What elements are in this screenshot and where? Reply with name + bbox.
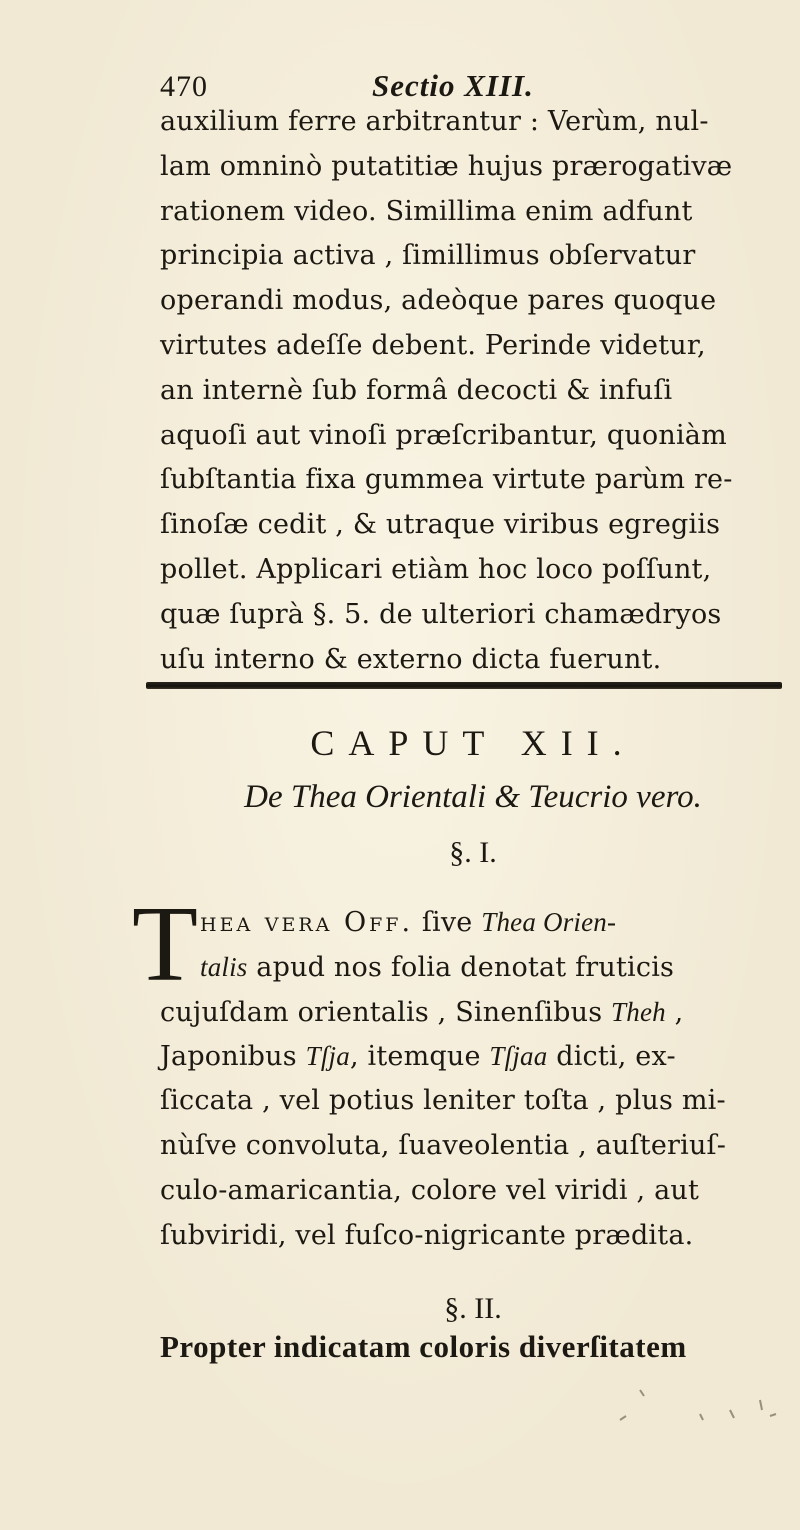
- text-line: uſu interno & externo dicta fuerunt.: [160, 643, 662, 675]
- text-line: ſinoſæ cedit , & utraque viribus egregiis: [160, 509, 721, 541]
- plain-text: Japonibus: [160, 1041, 306, 1073]
- paragraph-1: [160, 100, 786, 682]
- section-marker: §. I.: [449, 836, 497, 869]
- text-line: lam omninò putatitiæ hujus prærogativæ: [160, 150, 733, 182]
- plain-text: dicti, ex-: [547, 1041, 676, 1073]
- italic-text: Tſjaa: [489, 1041, 548, 1072]
- text-line: quæ ſuprà §. 5. de ulteriori chamædryos: [160, 598, 722, 630]
- text-line: auxilium ferre arbitrantur : Verùm, nul-: [160, 106, 709, 137]
- section-title: Sectio XIII.: [372, 68, 534, 103]
- text-line: culo-amaricantia, colore vel viridi , aut: [160, 1174, 700, 1206]
- page-number: 470: [160, 70, 208, 103]
- italic-text: Theh: [611, 996, 666, 1027]
- italic-text: Thea Orien-: [481, 907, 617, 937]
- italic-text: talis: [200, 951, 248, 982]
- text-line: [200, 900, 786, 945]
- smudge-marks: [580, 1380, 800, 1440]
- plain-text: cujuſdam orientalis , Sinenſibus: [160, 996, 612, 1028]
- drop-cap: T: [132, 885, 198, 1004]
- plain-text: ſive: [413, 907, 482, 938]
- text-line: [160, 1034, 786, 1079]
- chapter-heading: CAPUT XII.: [310, 723, 636, 763]
- paragraph-2: [160, 900, 786, 1258]
- text-line: [160, 990, 786, 1035]
- plain-text: ,: [665, 996, 684, 1028]
- paragraph-3: [160, 1325, 786, 1370]
- text-line: Propter indicatam coloris diverſitatem: [160, 1329, 687, 1364]
- horizontal-rule: [146, 682, 782, 689]
- text-line: nùſve convoluta, ſuaveolentia , auſteriuſ-: [160, 1129, 727, 1161]
- text-line: ſubſtantia fixa gummea virtute parùm re-: [160, 464, 733, 496]
- text-line: virtutes adeſſe debent. Perinde videtur,: [160, 329, 706, 361]
- text-line: rationem video. Simillima enim adfunt: [160, 195, 693, 227]
- plain-text: , itemque: [349, 1041, 490, 1073]
- text-line: aquoſi aut vinoſi præſcribantur, quoniàm: [160, 419, 727, 451]
- text-line: pollet. Applicari etiàm hoc loco poſſunt,: [160, 553, 712, 585]
- plain-text: apud nos folia denotat fruticis: [247, 951, 675, 983]
- text-line: operandi modus, adeòque pares quoque: [160, 285, 717, 317]
- text-line: ſiccata , vel potius leniter toſta , plus mi-: [160, 1085, 726, 1117]
- chapter-subheading: De Thea Orientali & Teucrio vero.: [244, 779, 702, 815]
- section-marker: §. II.: [444, 1292, 502, 1325]
- page-smudge-marks: [580, 1380, 800, 1440]
- text-line: ſubviridi, vel fuſco-nigricante prædita.: [160, 1219, 694, 1251]
- smallcaps-text: hea vera Off.: [200, 907, 414, 938]
- text-line: principia activa , ſimillimus obſervatur: [160, 240, 696, 272]
- text-line: [200, 945, 786, 990]
- text-line: an internè ſub formâ decocti & infuſi: [160, 374, 673, 406]
- italic-text: Tſja: [305, 1041, 350, 1072]
